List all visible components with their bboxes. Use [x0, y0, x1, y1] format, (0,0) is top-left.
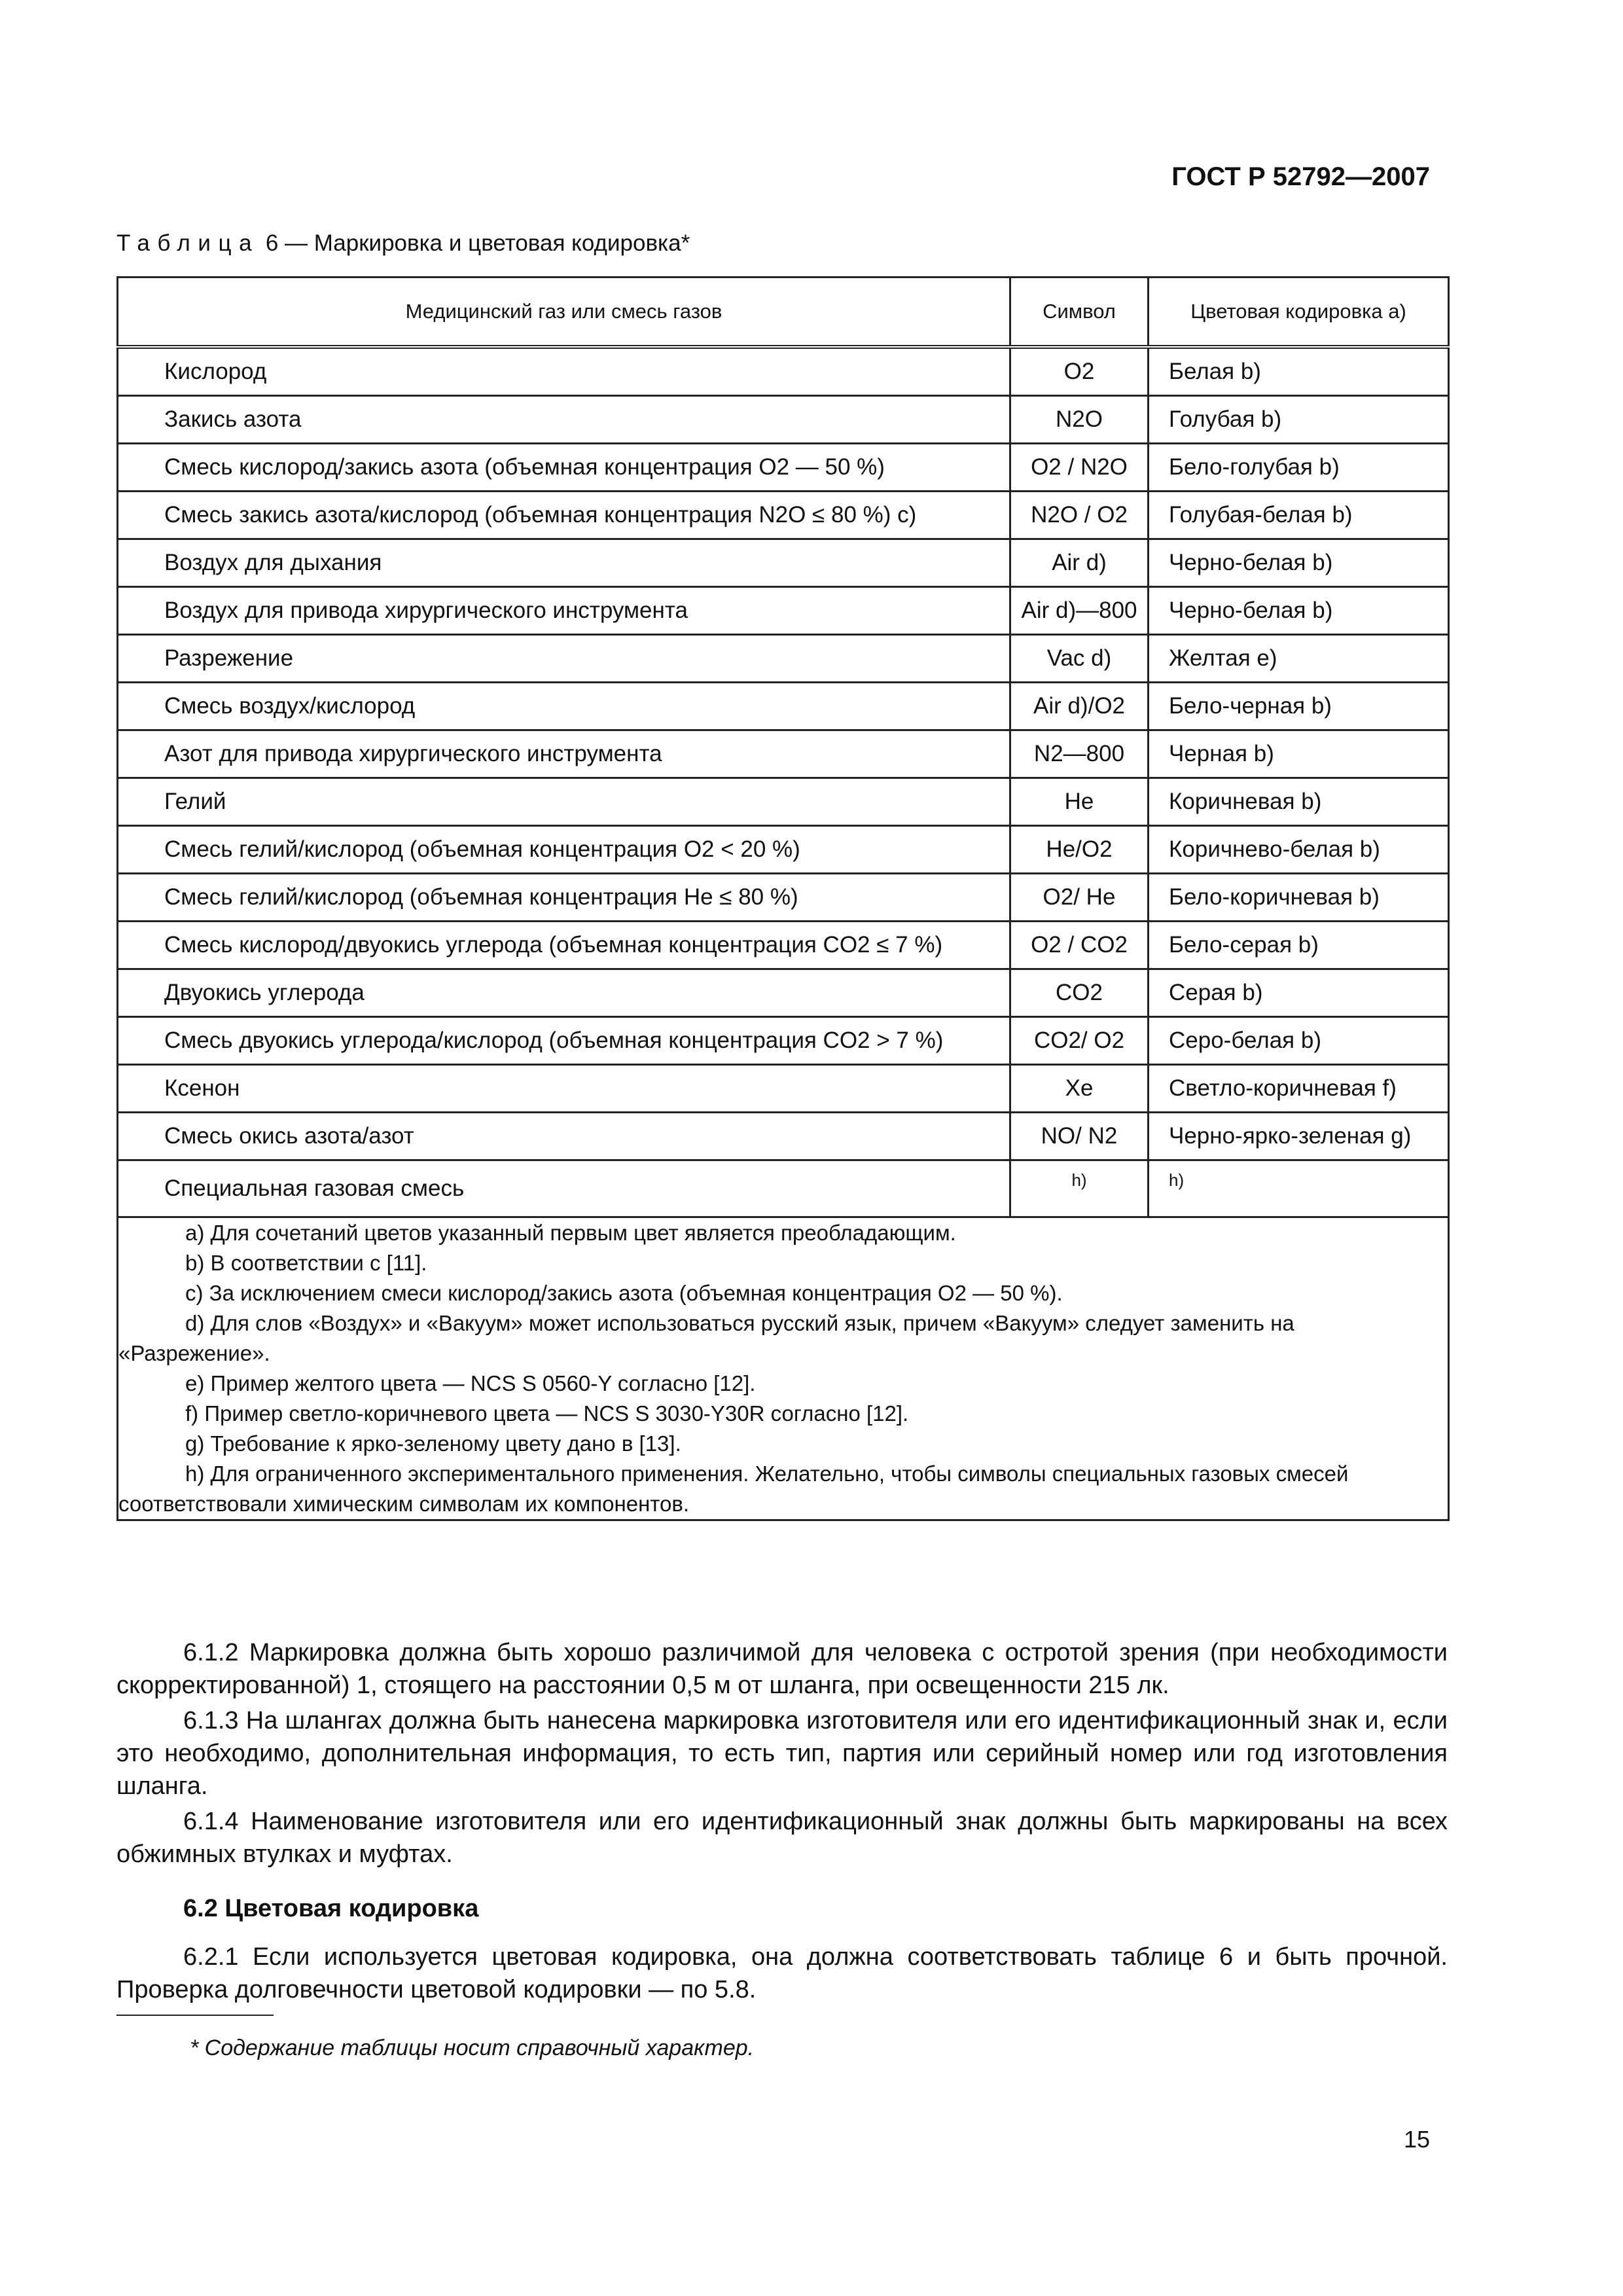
gas-symbol: Vac d): [1010, 635, 1149, 683]
gas-name: Специальная газовая смесь: [118, 1160, 1010, 1217]
gas-color: Черно-ярко-зеленая g): [1149, 1113, 1449, 1160]
gas-name: Двуокись углерода: [118, 969, 1010, 1017]
gas-symbol: N2O / O2: [1010, 492, 1149, 539]
table-row: [118, 444, 1449, 492]
gas-color: Желтая e): [1149, 635, 1449, 683]
gas-symbol: Air d)—800: [1010, 587, 1149, 635]
gas-symbol: CO2: [1010, 969, 1149, 1017]
paragraph-6-1-2: 6.1.2 Маркировка должна быть хорошо различимой для человека с остротой зрения (при необходимости скорректированной) 1, стоящего на расстоянии 0,5 м от шланга, при освещенности 215 лк.: [116, 1639, 1448, 1699]
gas-name: Воздух для привода хирургического инструмента: [118, 587, 1010, 635]
header-color: Цветовая кодировка a): [1149, 278, 1449, 348]
gas-symbol: Air d): [1010, 539, 1149, 587]
marking-table: [116, 276, 1450, 1521]
table-row: [118, 874, 1449, 922]
table-note: a) Для сочетаний цветов указанный первым цвет является преобладающим.: [185, 1221, 956, 1245]
gas-name: Смесь кислород/закись азота (объемная концентрация O2 — 50 %): [118, 444, 1010, 492]
gas-name: Смесь двуокись углерода/кислород (объемная концентрация CO2 > 7 %): [118, 1017, 1010, 1065]
table-caption-prefix: Таблица: [116, 230, 260, 256]
gas-color: Бело-серая b): [1149, 922, 1449, 969]
table-row: [118, 922, 1449, 969]
table-caption-rest: 6 — Маркировка и цветовая кодировка*: [259, 230, 690, 256]
gas-symbol: N2—800: [1010, 730, 1149, 778]
header-symbol: Символ: [1010, 278, 1149, 348]
table-note: c) За исключением смеси кислород/закись азота (объемная концентрация O2 — 50 %).: [185, 1281, 1063, 1305]
page-number: 15: [1403, 2126, 1430, 2153]
footnote: * Содержание таблицы носит справочный характер.: [190, 2036, 755, 2060]
table-row: [118, 1160, 1449, 1217]
gas-symbol: CO2/ O2: [1010, 1017, 1149, 1065]
gas-color: Голубая b): [1149, 396, 1449, 444]
gas-symbol: He: [1010, 778, 1149, 826]
table-row: [118, 635, 1449, 683]
gas-color: Голубая-белая b): [1149, 492, 1449, 539]
document-id: ГОСТ Р 52792—2007: [1171, 162, 1430, 191]
gas-name: Закись азота: [118, 396, 1010, 444]
gas-symbol: O2 / CO2: [1010, 922, 1149, 969]
gas-name: Азот для привода хирургического инструмента: [118, 730, 1010, 778]
table-row: [118, 492, 1449, 539]
footnote-divider: [116, 2015, 274, 2016]
table-row: [118, 539, 1449, 587]
gas-name: Смесь гелий/кислород (объемная концентрация He ≤ 80 %): [118, 874, 1010, 922]
gas-symbol: Air d)/O2: [1010, 683, 1149, 730]
gas-symbol: N2O: [1010, 396, 1149, 444]
gas-symbol: O2 / N2O: [1010, 444, 1149, 492]
gas-name: Смесь гелий/кислород (объемная концентрация O2 < 20 %): [118, 826, 1010, 874]
gas-name: Смесь окись азота/азот: [118, 1113, 1010, 1160]
table-note: h) Для ограниченного экспериментального применения. Желательно, чтобы символы специальных газовых смесей соответствовали химическим символам их компонентов.: [118, 1462, 1349, 1516]
gas-color: Коричневая b): [1149, 778, 1449, 826]
gas-symbol: He/O2: [1010, 826, 1149, 874]
table-caption: [116, 230, 690, 257]
paragraph-6-1-4: 6.1.4 Наименование изготовителя или его идентификационный знак должны быть маркированы на всех обжимных втулках и муфтах.: [116, 1808, 1448, 1868]
gas-symbol: Xe: [1010, 1065, 1149, 1113]
gas-symbol: O2/ He: [1010, 874, 1149, 922]
table-header-row: [118, 278, 1449, 348]
table-row: [118, 587, 1449, 635]
table-row: [118, 778, 1449, 826]
gas-color: Черно-белая b): [1149, 587, 1449, 635]
table-note: f) Пример светло-коричневого цвета — NCS S 3030-Y30R согласно [12].: [185, 1401, 909, 1426]
gas-name: Кислород: [118, 347, 1010, 396]
gas-color: Коричнево-белая b): [1149, 826, 1449, 874]
paragraph-6-2-1: 6.2.1 Если используется цветовая кодировка, она должна соответствовать таблице 6 и быть прочной. Проверка долговечности цветовой кодировки — по 5.8.: [116, 1943, 1448, 2003]
table-row: [118, 683, 1449, 730]
table-note: e) Пример желтого цвета — NCS S 0560-Y согласно [12].: [185, 1371, 756, 1395]
gas-color: Серая b): [1149, 969, 1449, 1017]
gas-color: Серо-белая b): [1149, 1017, 1449, 1065]
gas-symbol: h): [1010, 1160, 1149, 1217]
table-note: d) Для слов «Воздух» и «Вакуум» может использоваться русский язык, причем «Вакуум» следует заменить на «Разрежение».: [118, 1311, 1294, 1365]
table-row: [118, 1065, 1449, 1113]
table-note: g) Требование к ярко-зеленому цвету дано в [13].: [185, 1431, 681, 1456]
table-row: [118, 396, 1449, 444]
paragraph-6-1-3: 6.1.3 На шлангах должна быть нанесена маркировка изготовителя или его идентификационный знак и, если это необходимо, дополнительная информация, то есть тип, партия или серийный номер или год изготовления шланга.: [116, 1707, 1448, 1800]
gas-name: Ксенон: [118, 1065, 1010, 1113]
gas-color: Черная b): [1149, 730, 1449, 778]
section-title: 6.2 Цветовая кодировка: [183, 1895, 479, 1922]
gas-color: Светло-коричневая f): [1149, 1065, 1449, 1113]
gas-name: Гелий: [118, 778, 1010, 826]
table-notes: [118, 1217, 1449, 1520]
gas-name: Разрежение: [118, 635, 1010, 683]
table-row: [118, 1113, 1449, 1160]
table-note: b) В соответствии с [11].: [185, 1251, 427, 1275]
gas-color: Белая b): [1149, 347, 1449, 396]
table-row: [118, 730, 1449, 778]
gas-symbol: O2: [1010, 347, 1149, 396]
gas-name: Смесь воздух/кислород: [118, 683, 1010, 730]
gas-name: Смесь закись азота/кислород (объемная концентрация N2O ≤ 80 %) c): [118, 492, 1010, 539]
table-row: [118, 826, 1449, 874]
gas-symbol: NO/ N2: [1010, 1113, 1149, 1160]
table-row: [118, 347, 1449, 396]
header-gas: Медицинский газ или смесь газов: [118, 278, 1010, 348]
gas-color: Черно-белая b): [1149, 539, 1449, 587]
gas-color: Бело-коричневая b): [1149, 874, 1449, 922]
table-notes-row: [118, 1217, 1449, 1520]
gas-color: Бело-черная b): [1149, 683, 1449, 730]
gas-name: Воздух для дыхания: [118, 539, 1010, 587]
gas-name: Смесь кислород/двуокись углерода (объемная концентрация CO2 ≤ 7 %): [118, 922, 1010, 969]
table-row: [118, 1017, 1449, 1065]
table-row: [118, 969, 1449, 1017]
gas-color: Бело-голубая b): [1149, 444, 1449, 492]
gas-color: h): [1149, 1160, 1449, 1217]
